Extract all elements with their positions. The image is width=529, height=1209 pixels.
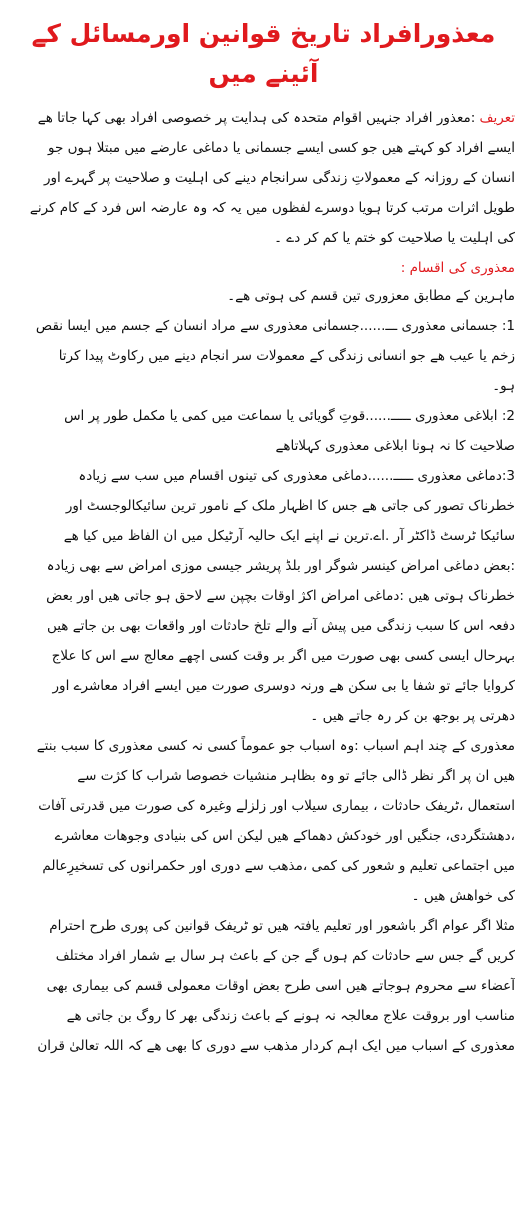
mental-line-1: 3:دماغی معذوری ـــــ......دماغی معذوری کی تینوں اقسام میں سب سے زیادہ [78, 468, 515, 484]
communication-line-1: 2: ابلاغی معذوری ـــــ......قوتِ گویائی یا سماعت میں کمی یا مکمل طور پر اس [64, 408, 515, 424]
definition-text-1: :معذور افراد جنہیں اقوام متحدہ کی ہدایت پر خصوصی افراد بھی کہا جاتا ھے [37, 110, 476, 126]
mental-line-2: خطرناک تصور کی جاتی ھے جس کا اظہار ملک کے نامور ترین سائیکالوجسٹ اور [65, 498, 515, 514]
mental-line-4: :بعض دماغی امراض کینسر شوگر اور بلڈ پریشر جیسی موزی امراض سے بھی زیادہ [46, 558, 515, 574]
definition-label: تعریف [479, 110, 515, 126]
definition-line-5: کی اہلیت یا صلاحیت کو ختم یا کم کر دے ۔ [274, 230, 515, 246]
closing-section [12, 916, 515, 1056]
mental-line-7: بہرحال ایسی کسی بھی صورت میں اگر بر وقت کسی اچھے معالج سے اس کا علاج [51, 648, 515, 664]
types-heading: معذوری کی اقسام : [400, 260, 515, 276]
communication-line-2: صلاحیت کا نہ ہونا ابلاغی معذوری کہلاتاھے [275, 438, 515, 454]
causes-line-1: معذوری کے چند اہم اسباب :وہ اسباب جو عموماً کسی نہ کسی معذوری کا سبب بنتے [36, 738, 515, 754]
mental-line-8: کروایا جائے تو شفا یا بی سکن ھے ورنہ دوسری صورت میں ایسے افراد معاشرے اور [52, 678, 515, 694]
causes-line-3: استعمال ،ٹریفک حادثات ، بیماری سیلاب اور زلزلے وغیرہ کی صورت میں قدرتی آفات [38, 798, 515, 814]
causes-line-5: میں اجتماعی تعلیم و شعور کی کمی ،مذھب سے دوری اور حکمرانوں کی تسخیرِعالم [42, 858, 515, 874]
definition-line-2: ایسے افراد کو کہتے ھیں جو کسی ایسے جسمانی یا دماغی عارضے میں مبتلا ہوں جو [48, 140, 515, 156]
types-intro: ماہرین کے مطابق معزوری تین قسم کی ہوتی ھے۔ [227, 288, 515, 304]
closing-line-3: آعضاء سے محروم ہوجاتے ھیں اسی طرح بعض اوقات معمولی قسم کی بیماری بھی [46, 978, 515, 994]
closing-line-1: مثلا اگر عوام اگر باشعور اور تعلیم یافتہ ھیں تو ٹریفک قوانین کی پوری طرح احترام [49, 918, 515, 934]
mental-line-9: دھرتی پر بوجھ بن کر رہ جاتے ھیں ۔ [310, 708, 515, 724]
causes-section [12, 736, 515, 906]
page-title: معذورافراد تاریخ قوانین اورمسائل کے آئینے میں [31, 19, 496, 88]
mental-line-5: خطرناک ہوتی ھیں :دماغی امراض اکژ اوقات بچپن سے لاحق ہو جاتی ھیں اور بعض [46, 588, 515, 604]
causes-line-4: ،دھشتگردی، جنگیں اور خودکش دھماکے ھیں لیکن اس کی بنیادی وجوھات معاشرے [54, 828, 515, 844]
causes-line-2: ھیں ان پر اگر نظر ڈالی جائے تو وہ بظاہر منشیات خصوصا شراب کا کژت سے [77, 768, 515, 784]
physical-line-2: زخم یا عیب ھے جو انسانی زندگی کے معمولات سر انجام دینے میں رکاوٹ پیدا کرتا [58, 348, 515, 364]
mental-line-3: سائیکا ٹرسٹ ڈاکٹر آر .اے.ترین نے اپنے ایک حالیہ آرٹیکل میں ان الفاظ میں کیا ھے [63, 528, 515, 544]
closing-line-5: معذوری کے اسباب میں ایک اہم کردار مذھب سے دوری کا بھی ھے کہ اللہ تعالیٰ قران [37, 1038, 515, 1054]
closing-line-2: کریں گے جس سے حادثات کم ہوں گے جن کے باعث ہر سال بے شمار افراد مختلف [55, 948, 515, 964]
types-section [12, 286, 515, 726]
definition-line-1 [12, 108, 515, 128]
definition-section [12, 108, 515, 248]
definition-line-3: انسان کے روزانہ کے معمولاتِ زندگی سرانجام دینے کی اہلیت و صلاحیت پر گہرے اور [43, 170, 515, 186]
definition-line-4: طویل اثرات مرتب کرتا ہویا دوسرے لفظوں میں یہ کہ وہ عارضہ اس فرد کے کام کرنے [29, 200, 515, 216]
closing-line-4: مناسب اور بروقت علاج معالجہ نہ ہونے کے باعث زندگی بھر کا روگ بن جاتی ھے [66, 1008, 515, 1024]
physical-line-1: 1: جسمانی معذوری ـــ......جسمانی معذوری سے مراد انسان کے جسم میں ایسا نقص [35, 318, 515, 334]
mental-line-6: دفعہ اس کا سبب زندگی میں پیش آنے والے تلخ حادثات اور واقعات بھی بن جاتے ھیں [46, 618, 515, 634]
physical-line-3: ہو۔ [492, 378, 515, 394]
causes-line-6: کی خواھش ھیں ۔ [411, 888, 515, 904]
